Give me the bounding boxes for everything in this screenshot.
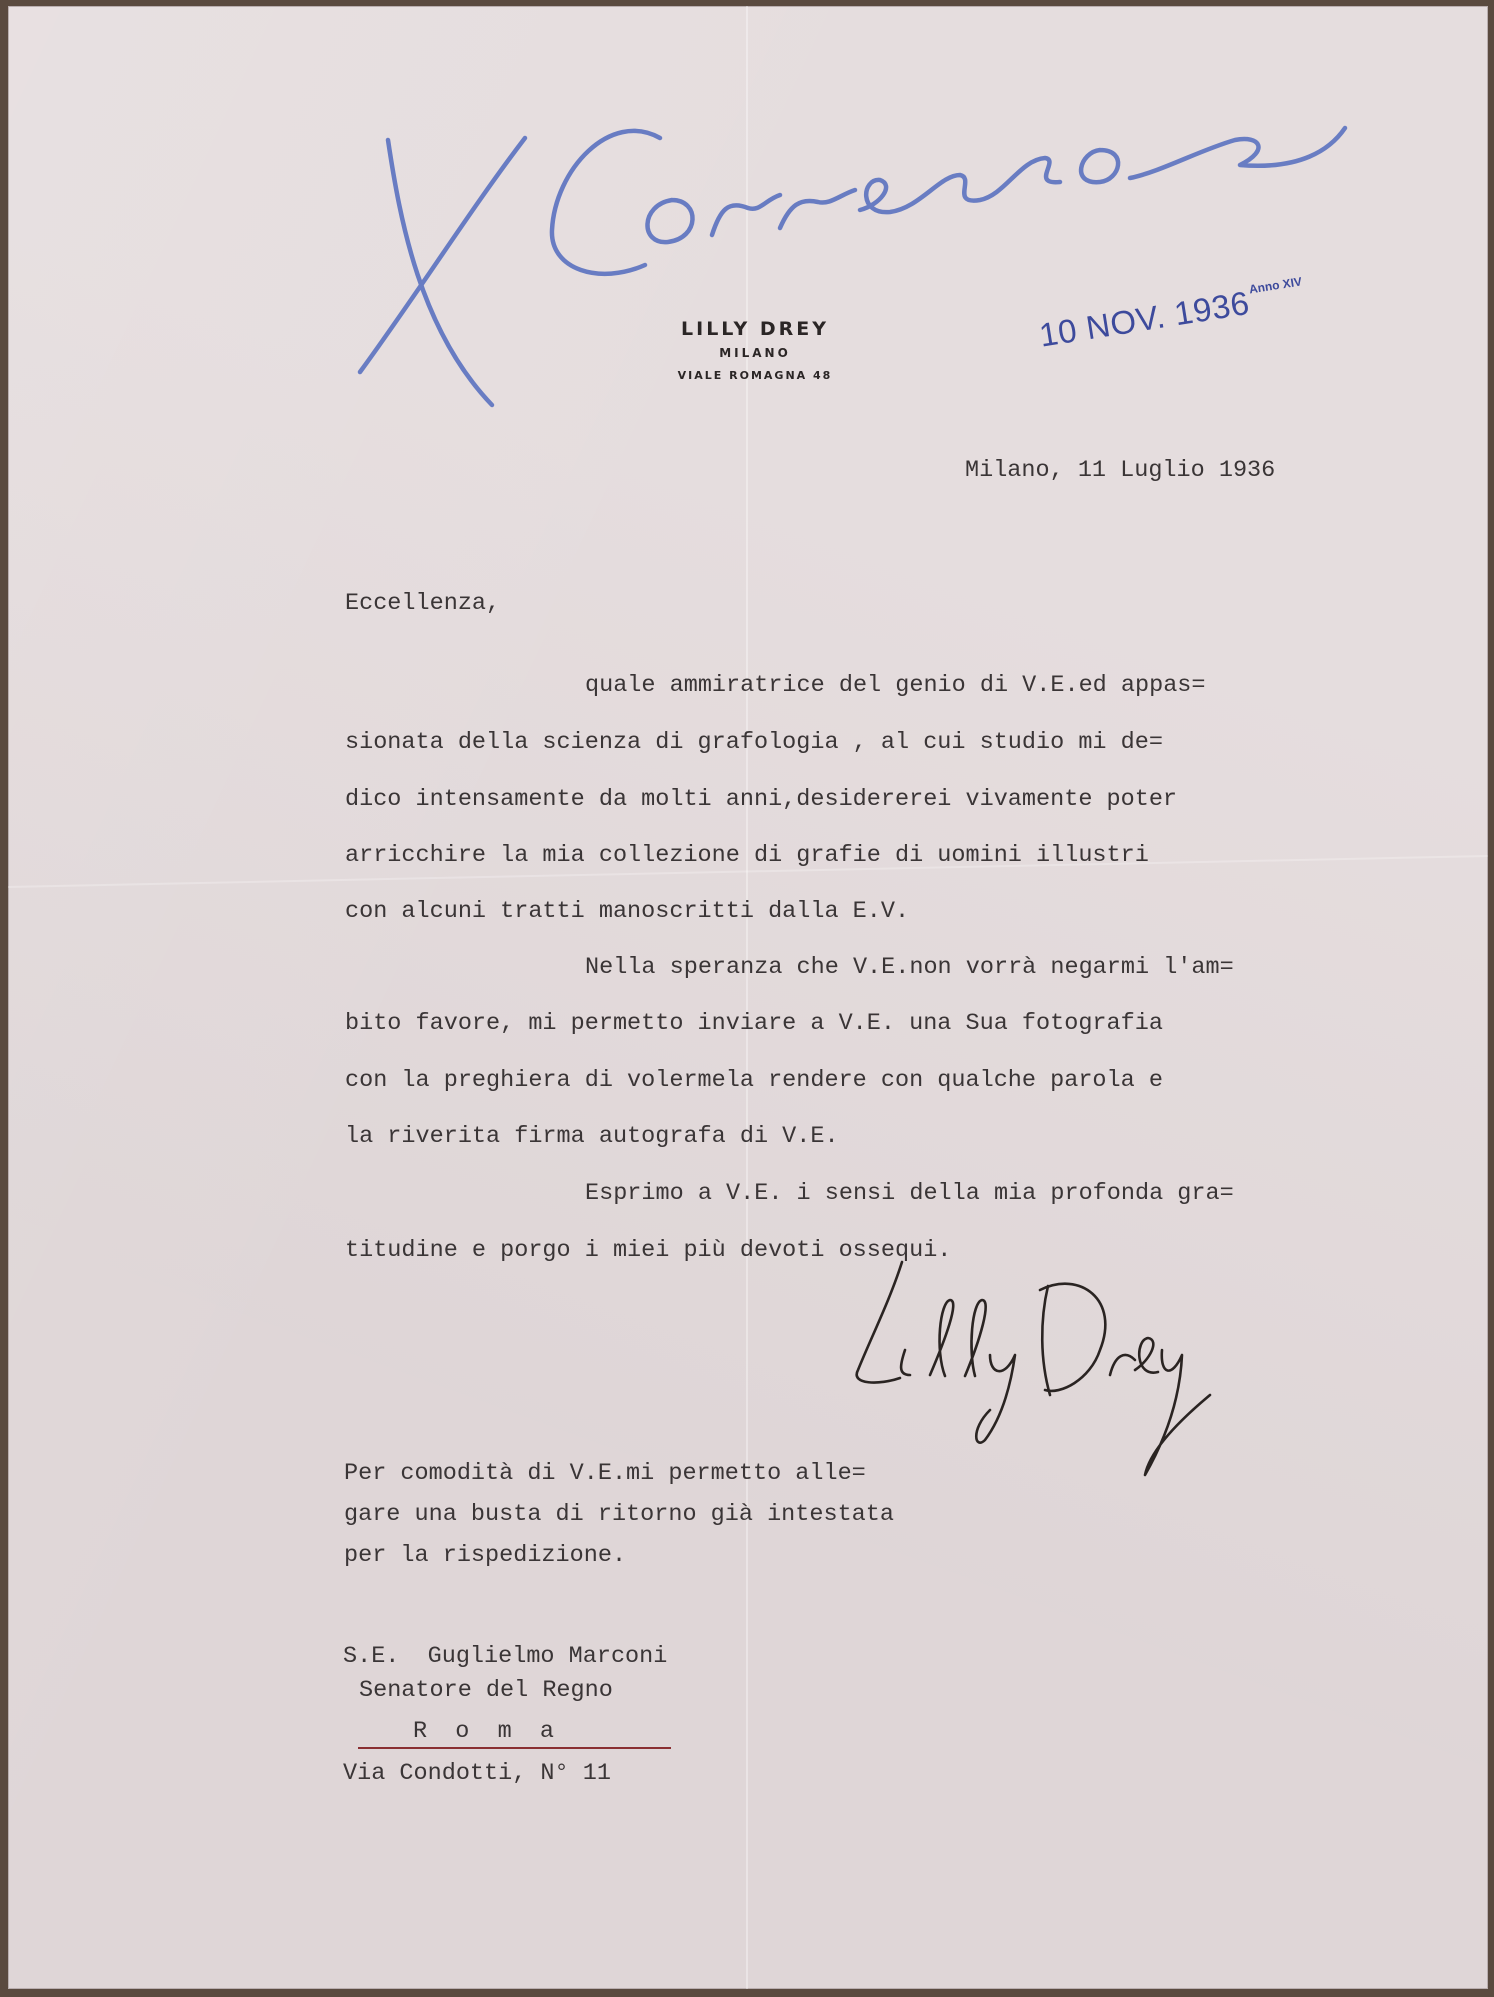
paragraph1-line: con alcuni tratti manoscritti dalla E.V. <box>345 898 910 925</box>
letterhead-name: LILLY DREY <box>681 318 829 340</box>
paragraph3-line: Esprimo a V.E. i sensi della mia profonda gra= <box>585 1180 1234 1207</box>
place-date: Milano, 11 Luglio 1936 <box>965 457 1276 484</box>
paragraph2-line: bito favore, mi permetto inviare a V.E. una Sua fotografia <box>345 1010 1163 1037</box>
paragraph2-line: la riverita firma autografa di V.E. <box>345 1123 839 1150</box>
letterhead-address: VIALE ROMAGNA 48 <box>677 369 833 382</box>
salutation: Eccellenza, <box>345 590 501 617</box>
postscript-line: per la rispedizione. <box>344 1542 627 1569</box>
paragraph1-line: quale ammiratrice del genio di V.E.ed appas= <box>585 672 1206 699</box>
recipient-name: S.E. Guglielmo Marconi <box>343 1643 668 1670</box>
stamp-date: 10 NOV. 1936 <box>1036 283 1252 354</box>
postscript-line: gare una busta di ritorno già intestata <box>344 1501 894 1528</box>
stamp-era: Anno XIV <box>1247 274 1303 297</box>
letterhead-city: MILANO <box>719 346 791 360</box>
paragraph2-line: con la preghiera di volermela rendere con qualche parola e <box>345 1067 1163 1094</box>
paragraph3-line: titudine e porgo i miei più devoti ossequi. <box>345 1237 952 1264</box>
postscript-line: Per comodità di V.E.mi permetto alle= <box>344 1460 866 1487</box>
recipient-city: R o m a <box>413 1718 555 1745</box>
paragraph2-line: Nella speranza che V.E.non vorrà negarmi l'am= <box>585 954 1234 981</box>
paragraph1-line: sionata della scienza di grafologia , al cui studio mi de= <box>345 729 1163 756</box>
paragraph1-line: dico intensamente da molti anni,desidererei vivamente poter <box>345 786 1178 813</box>
recipient-title: Senatore del Regno <box>359 1677 613 1704</box>
city-underline <box>358 1747 671 1749</box>
paragraph1-line: arricchire la mia collezione di grafie di uomini illustri <box>345 842 1149 869</box>
recipient-address: Via Condotti, N° 11 <box>343 1760 611 1787</box>
